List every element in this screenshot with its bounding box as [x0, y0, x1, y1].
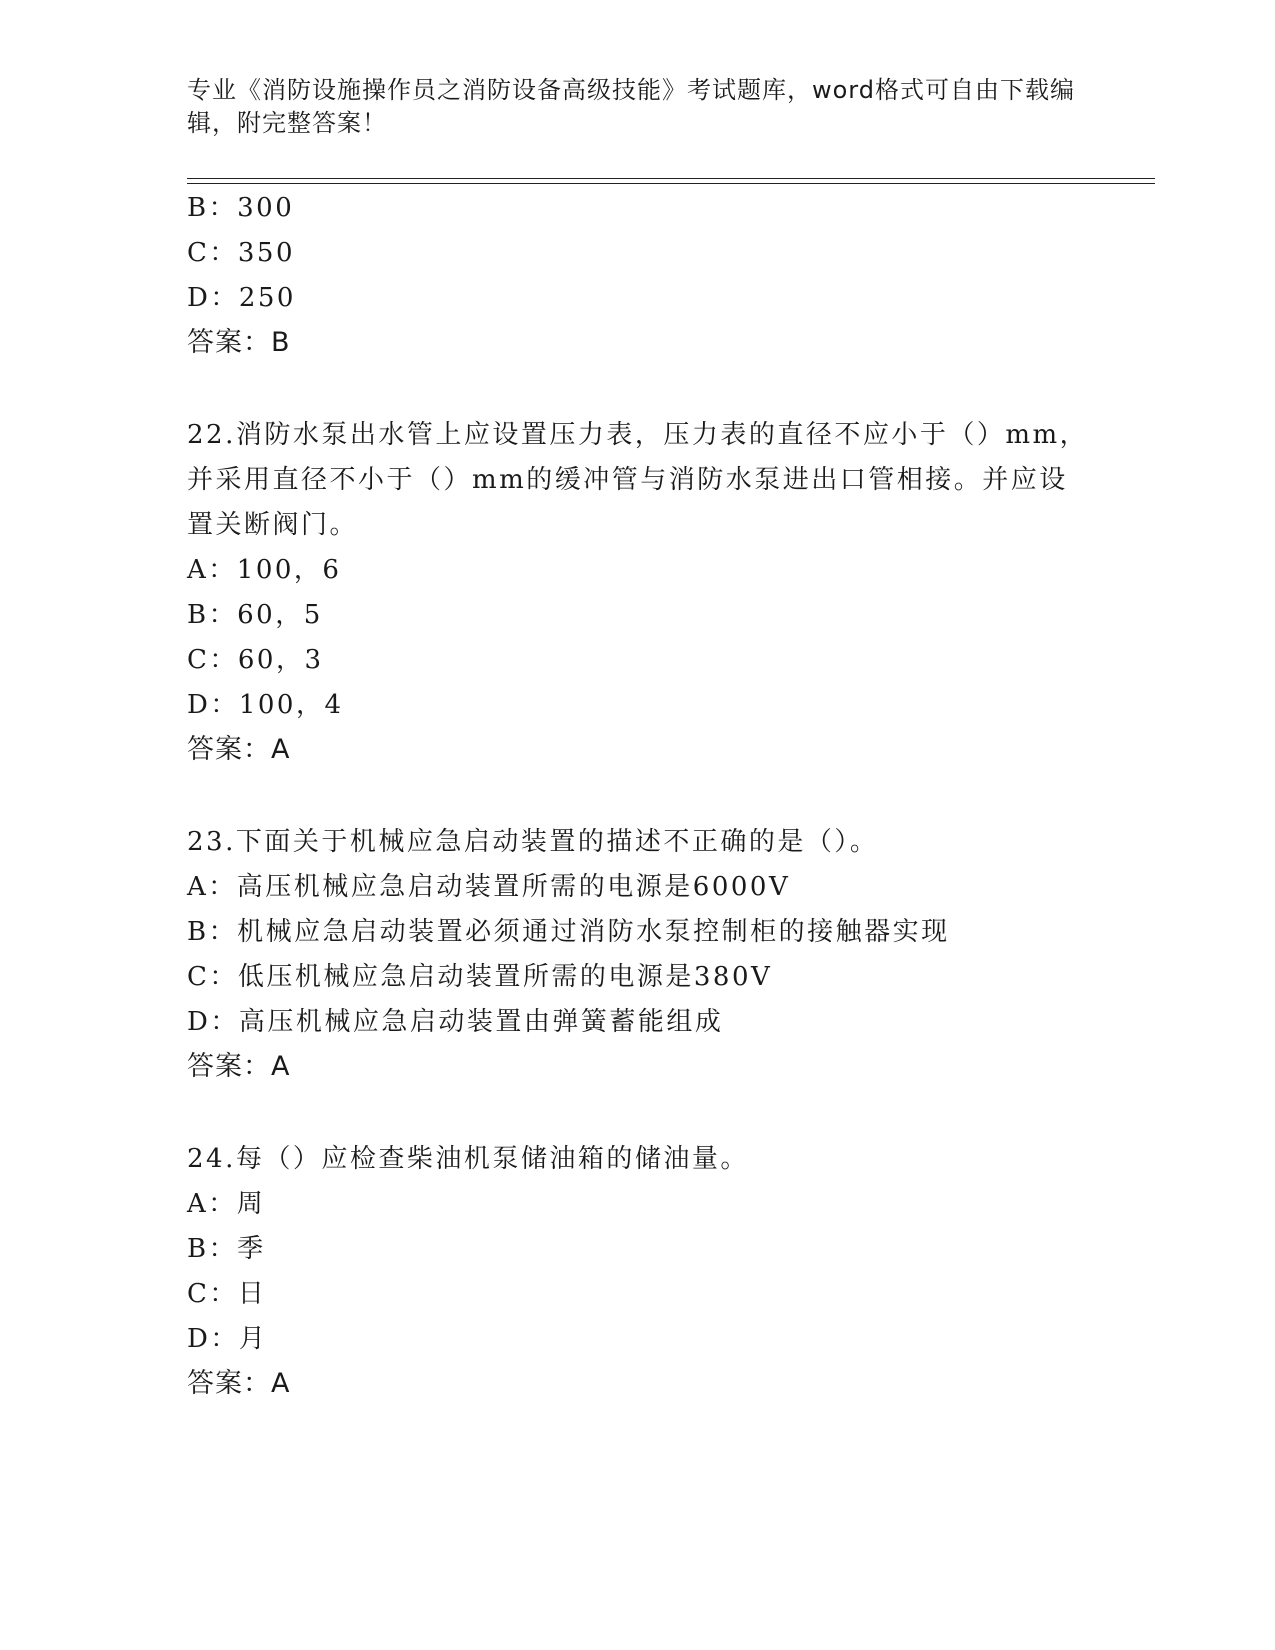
header-line-2: 辑，附完整答案！ [187, 109, 387, 137]
header-line-1: 专业《消防设施操作员之消防设备高级技能》考试题库，word格式可自由下载编 [187, 76, 1075, 104]
q21-option-b: B：300 [187, 193, 295, 223]
q24-stem: 24.每（）应检查柴油机泵储油箱的储油量。 [187, 1144, 749, 1174]
q23-answer: 答案：A [187, 1051, 291, 1082]
q24-option-c: C：日 [187, 1279, 267, 1309]
q23-option-c: C：低压机械应急启动装置所需的电源是380V [187, 962, 773, 992]
q22-stem-line-2: 并采用直径不小于（）mm的缓冲管与消防水泵进出口管相接。并应设 [187, 465, 1068, 495]
q21-answer: 答案：B [187, 327, 291, 358]
header-divider-top [187, 178, 1155, 179]
header-divider-bottom [187, 183, 1155, 184]
q21-option-d: D：250 [187, 283, 296, 313]
document-header [187, 74, 1087, 140]
q24-option-d: D：月 [187, 1324, 268, 1354]
q22-answer: 答案：A [187, 734, 291, 765]
q22-option-c: C：60，3 [187, 645, 324, 675]
q21-option-c: C：350 [187, 238, 296, 268]
q24-option-b: B：季 [187, 1234, 266, 1264]
q23-option-b: B：机械应急启动装置必须通过消防水泵控制柜的接触器实现 [187, 917, 950, 947]
q23-option-a: A：高压机械应急启动装置所需的电源是6000V [187, 872, 791, 902]
q23-stem: 23.下面关于机械应急启动装置的描述不正确的是（）。 [187, 827, 879, 857]
q24-option-a: A：周 [187, 1189, 266, 1219]
q22-stem-line-3: 置关断阀门。 [187, 510, 359, 540]
q22-option-d: D：100，4 [187, 690, 344, 720]
q22-option-a: A：100，6 [187, 555, 342, 585]
q23-option-d: D：高压机械应急启动装置由弹簧蓄能组成 [187, 1007, 724, 1037]
q22-stem-line-1: 22.消防水泵出水管上应设置压力表，压力表的直径不应小于（）mm， [187, 420, 1089, 450]
q22-option-b: B：60，5 [187, 600, 323, 630]
q24-answer: 答案：A [187, 1368, 291, 1399]
